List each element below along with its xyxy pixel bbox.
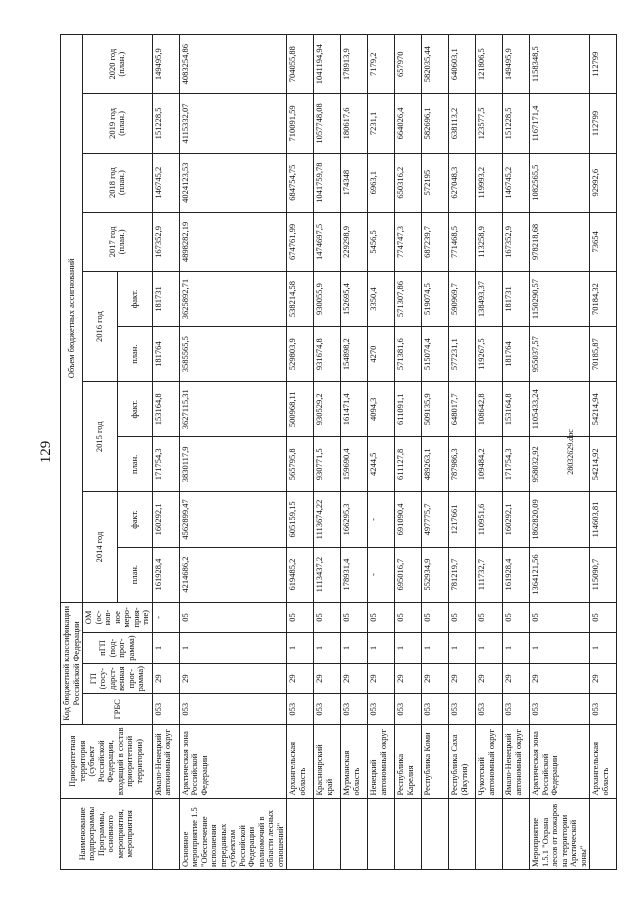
header-2014-fact: факт. — [117, 492, 152, 547]
cell-value: 6963,1 — [368, 153, 395, 212]
header-2019: 2019 год (план.) — [83, 94, 153, 153]
cell-value: 70185,87 — [590, 327, 617, 382]
header-2014: 2014 год — [83, 492, 118, 602]
cell-value: 978218,68 — [530, 212, 590, 271]
cell-value: 577231,1 — [449, 327, 476, 382]
cell-value: 619485,2 — [287, 547, 314, 602]
cell-gp: 29 — [152, 663, 179, 694]
cell-value: 1057748,08 — [314, 94, 341, 153]
cell-name — [287, 798, 314, 869]
cell-name — [503, 798, 530, 869]
cell-name — [449, 798, 476, 869]
cell-value: 171754,3 — [152, 437, 179, 492]
cell-pgp: 1 — [287, 633, 314, 664]
cell-territory: Чукотский автономный округ — [476, 725, 503, 798]
header-2015-plan: план. — [117, 437, 152, 492]
budget-table — [60, 34, 617, 870]
cell-value: 121806,5 — [476, 35, 503, 94]
cell-value: 153164,8 — [503, 382, 530, 437]
cell-om: 05 — [503, 602, 530, 633]
cell-value: 4270 — [368, 327, 395, 382]
cell-grbs: 053 — [422, 694, 449, 725]
cell-value: 509135,9 — [422, 382, 449, 437]
header-2018: 2018 год (план.) — [83, 153, 153, 212]
cell-grbs: 053 — [314, 694, 341, 725]
cell-value: 112799 — [590, 35, 617, 94]
cell-om: 05 — [530, 602, 590, 633]
cell-value: 664026,4 — [395, 94, 422, 153]
cell-territory: Республика Саха (Якутия) — [449, 725, 476, 798]
header-2015-fact: факт. — [117, 382, 152, 437]
cell-value: 3585565,5 — [179, 327, 287, 382]
cell-value: 515074,4 — [422, 327, 449, 382]
cell-name: Основное мероприятие 1.5 "Обеспечение исполнения переданных субъектам Российской Федерации полномочий в области лесных отношений" — [179, 798, 287, 869]
cell-value: 151228,5 — [152, 94, 179, 153]
cell-name — [476, 798, 503, 869]
cell-pgp: 1 — [476, 633, 503, 664]
cell-pgp: 1 — [341, 633, 368, 664]
cell-value: 167352,9 — [503, 212, 530, 271]
cell-value: 70184,32 — [590, 271, 617, 326]
cell-gp: 29 — [341, 663, 368, 694]
table-row — [476, 35, 503, 870]
cell-value: 930529,2 — [314, 382, 341, 437]
cell-value: 178913,9 — [341, 35, 368, 94]
cell-grbs: 053 — [287, 694, 314, 725]
cell-value: 1113674,22 — [314, 492, 341, 547]
cell-value: 110951,6 — [476, 492, 503, 547]
cell-value: 1862820,09 — [530, 492, 590, 547]
cell-value: 1113437,2 — [314, 547, 341, 602]
cell-om: 05 — [368, 602, 395, 633]
cell-value: 146745,2 — [503, 153, 530, 212]
cell-om: 05 — [422, 602, 449, 633]
cell-territory: Мурманская область — [341, 725, 368, 798]
cell-value: 489263,1 — [422, 437, 449, 492]
table-row — [368, 35, 395, 870]
cell-pgp: 1 — [530, 633, 590, 664]
cell-value: 138493,37 — [476, 271, 503, 326]
cell-pgp: 1 — [179, 633, 287, 664]
cell-value: 1167171,4 — [530, 94, 590, 153]
header-name: Наименование подпрограммы Программы, основного мероприятия, мероприятия — [61, 798, 153, 869]
cell-om: 05 — [395, 602, 422, 633]
cell-value: 149495,9 — [152, 35, 179, 94]
cell-om: 05 — [179, 602, 287, 633]
cell-pgp: 1 — [590, 633, 617, 664]
cell-gp: 29 — [530, 663, 590, 694]
cell-value: 7231,1 — [368, 94, 395, 153]
cell-value: 590969,7 — [449, 271, 476, 326]
cell-value: 4898282,19 — [179, 212, 287, 271]
cell-value: 787986,3 — [449, 437, 476, 492]
rotated-page — [30, 22, 610, 882]
cell-value: 571307,86 — [395, 271, 422, 326]
cell-value: 181731 — [152, 271, 179, 326]
header-2020: 2020 год (план.) — [83, 35, 153, 94]
page-number: 129 — [38, 440, 54, 464]
cell-value: 166295,3 — [341, 492, 368, 547]
cell-value: 4562899,47 — [179, 492, 287, 547]
cell-value: 152695,4 — [341, 271, 368, 326]
cell-value: 781219,7 — [449, 547, 476, 602]
cell-name — [314, 798, 341, 869]
cell-territory: Ненецкий автономный округ — [368, 725, 395, 798]
cell-value: 605159,15 — [287, 492, 314, 547]
cell-value: 114603,81 — [590, 492, 617, 547]
header-grbs: ГРБС — [83, 694, 153, 725]
table-row — [152, 35, 179, 870]
cell-value: 704055,88 — [287, 35, 314, 94]
cell-value: 4094,3 — [368, 382, 395, 437]
cell-value: - — [368, 547, 395, 602]
cell-value: 112799 — [590, 94, 617, 153]
header-gp: ГП (госу-дарст-венная прог-рамма) — [83, 663, 153, 694]
cell-value: 648017,7 — [449, 382, 476, 437]
cell-value: 159690,4 — [341, 437, 368, 492]
cell-value: 160292,1 — [152, 492, 179, 547]
header-2016-fact: факт. — [117, 271, 152, 326]
cell-value: 154898,2 — [341, 327, 368, 382]
cell-value: 149495,9 — [503, 35, 530, 94]
cell-value: 54214,94 — [590, 382, 617, 437]
cell-value: 1041759,78 — [314, 153, 341, 212]
cell-grbs: 053 — [341, 694, 368, 725]
table-row — [179, 35, 287, 870]
cell-value: 123577,5 — [476, 94, 503, 153]
table-row — [422, 35, 449, 870]
cell-value: 674761,99 — [287, 212, 314, 271]
cell-value: 572195 — [422, 153, 449, 212]
cell-value: 771468,5 — [449, 212, 476, 271]
cell-grbs: 053 — [449, 694, 476, 725]
cell-value: 958032,92 — [530, 437, 590, 492]
cell-pgp: 1 — [395, 633, 422, 664]
cell-value: 1041194,94 — [314, 35, 341, 94]
cell-value: 657970 — [395, 35, 422, 94]
cell-name — [422, 798, 449, 869]
cell-value: 582035,44 — [422, 35, 449, 94]
cell-value: 955037,57 — [530, 327, 590, 382]
cell-value: 4214686,2 — [179, 547, 287, 602]
header-code-group: Код бюджетной классификации Российской Федерации — [61, 602, 83, 724]
cell-value: 3627115,31 — [179, 382, 287, 437]
header-2016-plan: план. — [117, 327, 152, 382]
header-om: ОМ (ос-нов-ное меро-прия-тие) — [83, 602, 153, 633]
cell-territory: Арктическая зона Российской Федерации — [179, 725, 287, 798]
cell-grbs: 053 — [530, 694, 590, 725]
cell-value: 181764 — [503, 327, 530, 382]
cell-value: 638113,2 — [449, 94, 476, 153]
cell-grbs: 053 — [368, 694, 395, 725]
cell-territory: Красноярский край — [314, 725, 341, 798]
cell-value: 3830117,9 — [179, 437, 287, 492]
cell-value: 229298,9 — [341, 212, 368, 271]
cell-value: 73654 — [590, 212, 617, 271]
cell-value: 160292,1 — [503, 492, 530, 547]
table-row — [503, 35, 530, 870]
cell-grbs: 053 — [476, 694, 503, 725]
cell-value: 931674,8 — [314, 327, 341, 382]
cell-gp: 29 — [179, 663, 287, 694]
cell-value: 115090,7 — [590, 547, 617, 602]
cell-gp: 29 — [503, 663, 530, 694]
table-row — [530, 35, 590, 870]
cell-value: 695016,7 — [395, 547, 422, 602]
cell-om: 05 — [341, 602, 368, 633]
cell-value: 582696,1 — [422, 94, 449, 153]
cell-value: 181764 — [152, 327, 179, 382]
table-row — [314, 35, 341, 870]
cell-value: 519074,5 — [422, 271, 449, 326]
cell-gp: 29 — [476, 663, 503, 694]
table-row — [449, 35, 476, 870]
cell-value: 930055,9 — [314, 271, 341, 326]
cell-value: 565795,8 — [287, 437, 314, 492]
cell-value: 7179,2 — [368, 35, 395, 94]
cell-gp: 29 — [368, 663, 395, 694]
cell-pgp: 1 — [368, 633, 395, 664]
table-row — [590, 35, 617, 870]
cell-territory: Архангельская область — [287, 725, 314, 798]
cell-value: 611091,1 — [395, 382, 422, 437]
cell-value: 180617,6 — [341, 94, 368, 153]
cell-territory: Ямало-Ненецкий автономный округ — [503, 725, 530, 798]
cell-om: 05 — [590, 602, 617, 633]
cell-territory: Ямало-Ненецкий автономный округ — [152, 725, 179, 798]
cell-value: 1217661 — [449, 492, 476, 547]
cell-pgp: 1 — [449, 633, 476, 664]
header-territory: Приоритетная территория (субъект Российской Федерации, входящий в состав приоритетной территории) — [61, 725, 153, 798]
cell-gp: 29 — [449, 663, 476, 694]
cell-value: 529803,9 — [287, 327, 314, 382]
cell-territory: Архангельская область — [590, 725, 617, 798]
cell-value: 4024123,53 — [179, 153, 287, 212]
cell-gp: 29 — [314, 663, 341, 694]
cell-grbs: 053 — [590, 694, 617, 725]
cell-value: 571381,6 — [395, 327, 422, 382]
cell-name — [341, 798, 368, 869]
cell-gp: 29 — [422, 663, 449, 694]
header-2017: 2017 год (план.) — [83, 212, 153, 271]
cell-grbs: 053 — [395, 694, 422, 725]
cell-om: 05 — [314, 602, 341, 633]
cell-value: 710091,59 — [287, 94, 314, 153]
cell-name — [152, 798, 179, 869]
cell-value: 109484,2 — [476, 437, 503, 492]
cell-value: 650316,2 — [395, 153, 422, 212]
cell-name: Мероприятие 1.5.1 "Охрана лесов от пожаров на территории Арктической зоны" — [530, 798, 590, 869]
cell-value: 611127,8 — [395, 437, 422, 492]
table-row — [395, 35, 422, 870]
cell-pgp: 1 — [422, 633, 449, 664]
cell-value: 5456,5 — [368, 212, 395, 271]
cell-value: 111732,7 — [476, 547, 503, 602]
cell-value: 171754,3 — [503, 437, 530, 492]
cell-value: 153164,8 — [152, 382, 179, 437]
cell-value: 1082565,5 — [530, 153, 590, 212]
cell-value: 146745,2 — [152, 153, 179, 212]
cell-value: 161928,4 — [503, 547, 530, 602]
cell-pgp: 1 — [314, 633, 341, 664]
cell-name — [368, 798, 395, 869]
cell-gp: 29 — [287, 663, 314, 694]
cell-value: 1158348,5 — [530, 35, 590, 94]
cell-value: 3350,4 — [368, 271, 395, 326]
cell-value: 167352,9 — [152, 212, 179, 271]
cell-pgp: 1 — [503, 633, 530, 664]
cell-value: 4244,5 — [368, 437, 395, 492]
cell-value: 1150290,57 — [530, 271, 590, 326]
cell-gp: 29 — [395, 663, 422, 694]
cell-value: 691090,4 — [395, 492, 422, 547]
cell-value: 640603,1 — [449, 35, 476, 94]
cell-value: 1364121,56 — [530, 547, 590, 602]
header-2016: 2016 год — [83, 271, 118, 381]
table-row — [287, 35, 314, 870]
table-row — [341, 35, 368, 870]
cell-om: 05 — [449, 602, 476, 633]
cell-value: 161471,4 — [341, 382, 368, 437]
cell-value: 1474697,5 — [314, 212, 341, 271]
cell-om: - — [152, 602, 179, 633]
cell-value: 108642,8 — [476, 382, 503, 437]
header-2015: 2015 год — [83, 382, 118, 492]
cell-value: 113258,9 — [476, 212, 503, 271]
cell-value: 4115332,07 — [179, 94, 287, 153]
cell-value: 1105433,24 — [530, 382, 590, 437]
cell-value: - — [368, 492, 395, 547]
cell-gp: 29 — [590, 663, 617, 694]
cell-pgp: 1 — [152, 633, 179, 664]
table-body — [152, 35, 617, 870]
cell-value: 552934,9 — [422, 547, 449, 602]
cell-name — [395, 798, 422, 869]
cell-grbs: 053 — [152, 694, 179, 725]
cell-territory: Республика Карелия — [395, 725, 422, 798]
cell-value: 3625892,71 — [179, 271, 287, 326]
cell-grbs: 053 — [503, 694, 530, 725]
cell-value: 538214,58 — [287, 271, 314, 326]
cell-value: 687239,7 — [422, 212, 449, 271]
cell-territory: Арктическая зона Российской Федерации — [530, 725, 590, 798]
cell-value: 92992,6 — [590, 153, 617, 212]
cell-value: 930771,5 — [314, 437, 341, 492]
cell-value: 151228,5 — [503, 94, 530, 153]
cell-value: 119267,5 — [476, 327, 503, 382]
cell-value: 174348 — [341, 153, 368, 212]
cell-territory: Республика Коми — [422, 725, 449, 798]
cell-value: 161928,4 — [152, 547, 179, 602]
cell-value: 181731 — [503, 271, 530, 326]
cell-value: 178931,4 — [341, 547, 368, 602]
footer-filename: 28032629.doc — [566, 429, 575, 475]
cell-value: 774747,3 — [395, 212, 422, 271]
cell-name — [590, 798, 617, 869]
cell-value: 500968,11 — [287, 382, 314, 437]
cell-value: 684754,75 — [287, 153, 314, 212]
header-volume-group: Объем бюджетных ассигнований — [61, 35, 83, 603]
cell-grbs: 053 — [179, 694, 287, 725]
cell-value: 119993,2 — [476, 153, 503, 212]
header-2014-plan: план. — [117, 547, 152, 602]
cell-om: 05 — [287, 602, 314, 633]
header-pgp: пГП (под-прог-рамма) — [83, 633, 153, 664]
cell-om: 05 — [476, 602, 503, 633]
cell-value: 4083254,86 — [179, 35, 287, 94]
cell-value: 627048,3 — [449, 153, 476, 212]
cell-value: 54214,92 — [590, 437, 617, 492]
cell-value: 497775,7 — [422, 492, 449, 547]
